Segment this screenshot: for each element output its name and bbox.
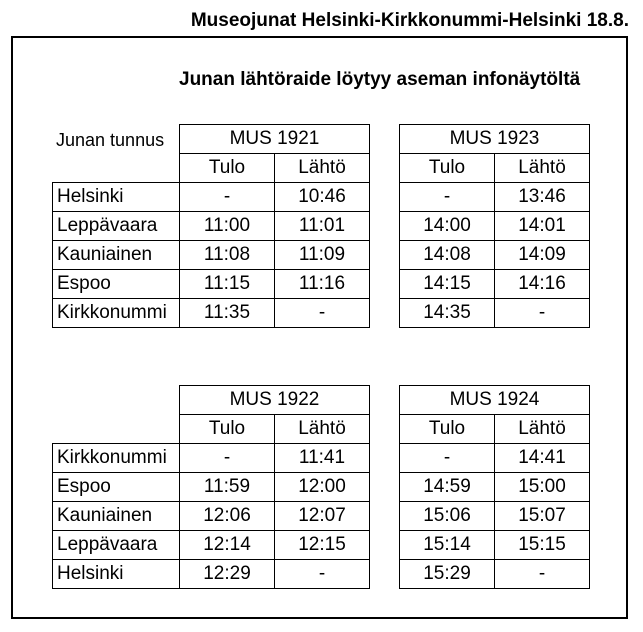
arrival-time: 14:08: [400, 241, 495, 270]
station-name: Leppävaara: [53, 212, 180, 241]
table-row: [53, 531, 590, 560]
table-row: [53, 502, 590, 531]
arrival-time: 15:29: [400, 560, 495, 589]
arrival-time: 11:35: [180, 299, 275, 328]
departure-time: 14:01: [495, 212, 590, 241]
station-name: Kirkkonummi: [53, 444, 180, 473]
departure-time: 14:09: [495, 241, 590, 270]
arrival-time: 15:06: [400, 502, 495, 531]
table-row: [53, 241, 590, 270]
train-id: MUS 1923: [400, 125, 590, 154]
station-name: Helsinki: [53, 183, 180, 212]
table-row: [53, 473, 590, 502]
departure-time: 11:01: [275, 212, 370, 241]
departure-time: 11:41: [275, 444, 370, 473]
departure-header: Lähtö: [495, 154, 590, 183]
arrival-time: 11:59: [180, 473, 275, 502]
departure-time: 10:46: [275, 183, 370, 212]
table-row: [53, 299, 590, 328]
train-id: MUS 1922: [180, 386, 370, 415]
arrival-time: 11:08: [180, 241, 275, 270]
departure-time: 12:15: [275, 531, 370, 560]
departure-time: -: [275, 560, 370, 589]
table-row: [53, 444, 590, 473]
document-title: Museojunat Helsinki-Kirkkonummi-Helsinki 18.8.: [190, 10, 629, 31]
arrival-time: -: [400, 444, 495, 473]
train-id: MUS 1921: [180, 125, 370, 154]
station-name: Kauniainen: [53, 502, 180, 531]
departure-time: 15:07: [495, 502, 590, 531]
departure-time: 14:16: [495, 270, 590, 299]
departure-time: 13:46: [495, 183, 590, 212]
arrival-time: 11:00: [180, 212, 275, 241]
arrival-time: 12:06: [180, 502, 275, 531]
departure-time: 14:41: [495, 444, 590, 473]
table-row: [53, 212, 590, 241]
arrival-time: -: [180, 444, 275, 473]
arrival-header: Tulo: [400, 415, 495, 444]
departure-time: 15:00: [495, 473, 590, 502]
arrival-time: 14:35: [400, 299, 495, 328]
arrival-time: 14:00: [400, 212, 495, 241]
arrival-time: 12:14: [180, 531, 275, 560]
departure-time: -: [495, 299, 590, 328]
departure-time: 12:07: [275, 502, 370, 531]
station-name: Kirkkonummi: [53, 299, 180, 328]
arrival-time: -: [400, 183, 495, 212]
train-id: MUS 1924: [400, 386, 590, 415]
arrival-time: 14:59: [400, 473, 495, 502]
arrival-header: Tulo: [180, 415, 275, 444]
arrival-header: Tulo: [180, 154, 275, 183]
departure-time: 11:09: [275, 241, 370, 270]
arrival-time: 12:29: [180, 560, 275, 589]
table-row: [53, 270, 590, 299]
arrival-time: 15:14: [400, 531, 495, 560]
table-row: [53, 560, 590, 589]
departure-header: Lähtö: [275, 415, 370, 444]
departure-time: -: [275, 299, 370, 328]
arrival-time: -: [180, 183, 275, 212]
station-name: Espoo: [53, 270, 180, 299]
departure-time: -: [495, 560, 590, 589]
station-name: Leppävaara: [53, 531, 180, 560]
departure-header: Lähtö: [495, 415, 590, 444]
train-id-label: Junan tunnus: [56, 130, 165, 150]
arrival-header: Tulo: [400, 154, 495, 183]
table-row: [53, 183, 590, 212]
departure-time: 11:16: [275, 270, 370, 299]
departure-time: 12:00: [275, 473, 370, 502]
arrival-time: 11:15: [180, 270, 275, 299]
station-name: Helsinki: [53, 560, 180, 589]
departure-header: Lähtö: [275, 154, 370, 183]
departure-time: 15:15: [495, 531, 590, 560]
station-name: Kauniainen: [53, 241, 180, 270]
arrival-time: 14:15: [400, 270, 495, 299]
subtitle: Junan lähtöraide löytyy aseman infonäytöltä: [179, 69, 581, 90]
timetable-inbound: [52, 385, 590, 589]
station-name: Espoo: [53, 473, 180, 502]
timetable-outbound: [52, 124, 590, 328]
